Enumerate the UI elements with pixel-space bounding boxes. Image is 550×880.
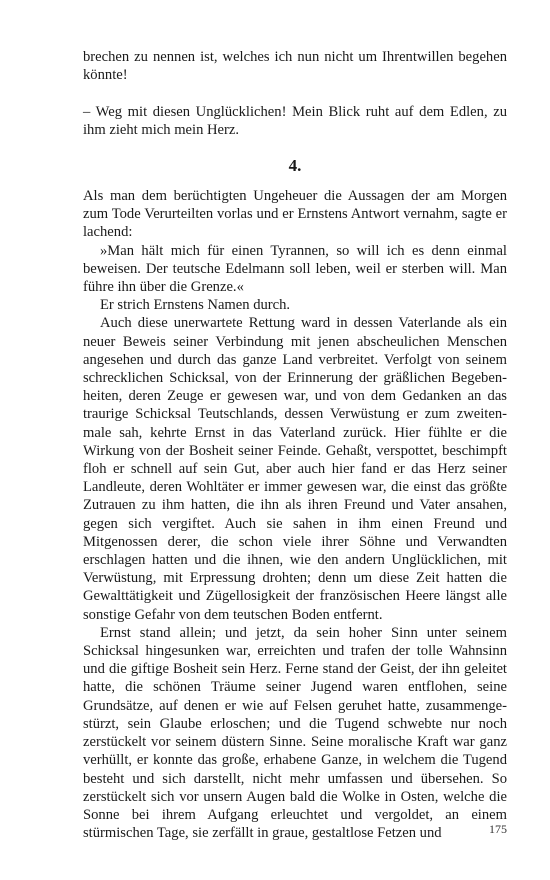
paragraph-4: Auch diese unerwartete Rettung ward in dessen Vaterlande als ein neuer Beweis seiner Verbindung mit jenen abscheulichen Menschen angesehen und durch das ganze Land verbreitet. Verfolgt von seinem schrecklichen Schicksal, von der Erinnerung der gräßlichen Begebenheiten, deren Zeuge er gewesen war, und von dem Gedanken an das traurige Schicksal Teutschlands, dessen Verwüstung er zum zweitenmale sah, kehrte Ernst in das Vaterland zurück. Hier fühlte er die Wirkung von der Bosheit seiner Feinde. Gehaßt, verspottet, beschimpft floh er schnell auf sein Gut, aber auch hier fand er das Herz seiner Landleute, deren Wohltäter er immer gewesen war, die einst das größte Zutrauen zu ihm hatten, die ihn als ihren Freund und Vater ansahen, gegen sich vergiftet. Auch sie sahen in ihm einen Freund und Mitgenossen derer, die schon viele ihrer Söhne und Verwandten erschlagen hatten und die ihnen, wie den andern Unglücklichen, mit Verwüstung, mit Erpressung drohten; denn um diese Zeit hatten die Gewalttätigkeit und Zügellosigkeit der französischen Heere längst alle sonstige Gefahr von dem teutschen Boden entfernt. bbox=[83, 315, 507, 623]
paragraph-1: Als man dem berüchtigten Ungeheuer die Aussagen der am Morgen zum Tode Verurteilten vorlas und er Ernstens Antwort vernahm, sagte er lachend: bbox=[83, 188, 507, 241]
paragraph-continued: brechen zu nennen ist, welches ich nun nicht um Ihrentwillen begehen könnte! bbox=[83, 49, 507, 84]
paragraph-3: Er strich Ernstens Namen durch. bbox=[100, 297, 291, 314]
paragraph-dialogue: – Weg mit diesen Unglücklichen! Mein Blick ruht auf dem Edlen, zu ihm zieht mich mein Herz. bbox=[83, 103, 507, 138]
page-body bbox=[83, 48, 507, 842]
paragraph-2: »Man hält mich für einen Tyrannen, so will ich es denn einmal beweisen. Der teutsche Edelmann soll leben, weil er sterben will. Man führe ihn über die Grenze.« bbox=[83, 242, 507, 296]
paragraph-5: Ernst stand allein; und jetzt, da sein hoher Sinn unter seinem Schicksal hingesunken war, erreichten und trafen der tolle Wahnsinn und die giftige Bosheit sein Herz. Ferne stand der Geist, der ihn geleitet hatte, die schönen Träume seiner Jugend waren entflohen, seine Grundsätze, auf denen er wie auf Felsen geruhet hatte, zusammengestürzt, sein Glaube erloschen; und die Tugend schwebte nur noch zerstückelt vor seinem düstern Sinne. Seine moralische Kraft war ganz verhüllt, er konnte das große, erhabene Ganze, in welchem die Tugend besteht und sich darstellt, nicht mehr umfassen und übersehen. So zerstückelt sich vor unsern Augen bald die Wolke in Osten, welche die Sonne bei ihrem Aufgang erleuchtet und vergoldet, an einem stürmischen Tage, sie zerfällt in graue, gestaltlose Fetzen und bbox=[83, 624, 507, 842]
page-number: 175 bbox=[489, 822, 507, 836]
chapter-heading: 4. bbox=[288, 156, 302, 175]
